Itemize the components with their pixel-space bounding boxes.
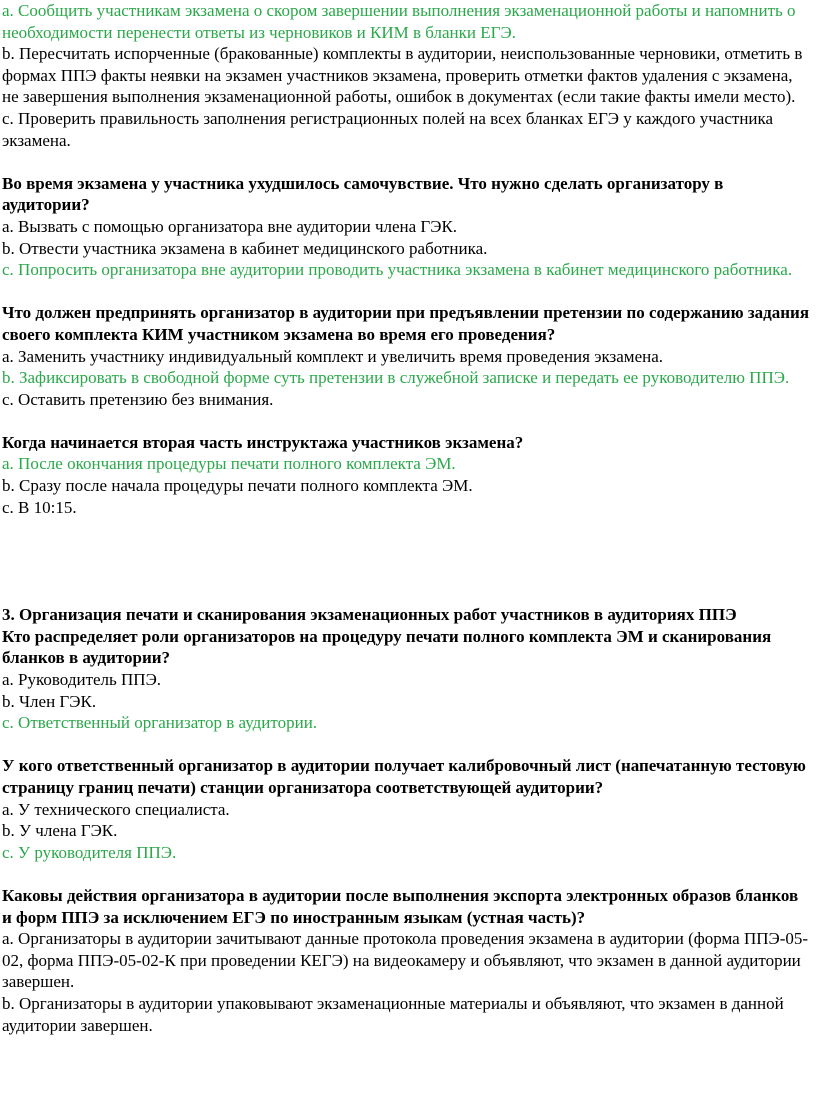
question-4: Кто распределяет роли организаторов на процедуру печати полного комплекта ЭМ и сканирования бланков в аудитории? xyxy=(2,626,772,668)
q4-option-a: a. Руководитель ППЭ. xyxy=(2,670,162,690)
q4-option-c-correct: c. Ответственный организатор в аудитории. xyxy=(2,713,318,733)
q6-option-a: a. Организаторы в аудитории зачитывают данные протокола проведения экзамена в аудитории (форма ППЭ-05-02, форма ППЭ-05-02-К при проведении КЕГЭ) на видеокамеру и объявляют, что экзамен в данной аудитории завершен. xyxy=(2,929,809,992)
spacer xyxy=(2,863,810,885)
spacer xyxy=(2,734,810,756)
question-1: Во время экзамена у участника ухудшилось самочувствие. Что нужно сделать организатору в аудитории? xyxy=(2,173,724,215)
section-title: 3. Организация печати и сканирования экзаменационных работ участников в аудиториях ППЭ xyxy=(2,605,737,625)
q5-option-a: a. У технического специалиста. xyxy=(2,799,230,819)
q2-option-b-correct: b. Зафиксировать в свободной форме суть претензии в служебной записке и передать ее руководителю ППЭ. xyxy=(2,368,790,388)
spacer xyxy=(2,410,810,432)
section-spacer xyxy=(2,518,810,604)
spacer xyxy=(2,151,810,173)
question-6: Каковы действия организатора в аудитории после выполнения экспорта электронных образов бланков и форм ППЭ за исключением ЕГЭ по иностранным языкам (устная часть)? xyxy=(2,885,799,927)
q3-option-a-correct: a. После окончания процедуры печати полного комплекта ЭМ. xyxy=(2,454,456,474)
spacer xyxy=(2,281,810,303)
q2-option-c: c. Оставить претензию без внимания. xyxy=(2,389,274,409)
question-2: Что должен предпринять организатор в аудитории при предъявлении претензии по содержанию задания своего комплекта КИМ участником экзамена во время его проведения? xyxy=(2,303,810,344)
top-option-b: b. Пересчитать испорченные (бракованные) комплекты в аудитории, неиспользованные черновики, отметить в формах ППЭ факты неявки на экзамен участников экзамена, проверить отметки фактов удаления с экзамена, не завершения выполнения экзаменационной работы, ошибок в документах (если такие факты имели место). xyxy=(2,44,803,107)
q5-option-c-correct: c. У руководителя ППЭ. xyxy=(2,842,177,862)
q3-option-c: c. В 10:15. xyxy=(2,497,77,517)
question-5: У кого ответственный организатор в аудитории получает калибровочный лист (напечатанную тестовую страницу границ печати) станции организатора соответствующей аудитории? xyxy=(2,756,806,797)
question-3: Когда начинается вторая часть инструктажа участников экзамена? xyxy=(2,432,524,452)
q1-option-b: b. Отвести участника экзамена в кабинет медицинского работника. xyxy=(2,238,488,258)
q5-option-b: b. У члена ГЭК. xyxy=(2,821,118,841)
q4-option-b: b. Член ГЭК. xyxy=(2,691,97,711)
top-option-a-correct: a. Сообщить участникам экзамена о скором завершении выполнения экзаменационной работы и напомнить о необходимости перенести ответы из черновиков и КИМ в бланки ЕГЭ. xyxy=(2,1,796,42)
q6-option-b: b. Организаторы в аудитории упаковывают экзаменационные материалы и объявляют, что экзамен в данной аудитории завершен. xyxy=(2,993,784,1035)
q2-option-a: a. Заменить участнику индивидуальный комплект и увеличить время проведения экзамена. xyxy=(2,346,664,366)
q3-option-b: b. Сразу после начала процедуры печати полного комплекта ЭМ. xyxy=(2,476,473,496)
top-option-c: c. Проверить правильность заполнения регистрационных полей на всех бланках ЕГЭ у каждого участника экзамена. xyxy=(2,108,774,150)
q1-option-c-correct: c. Попросить организатора вне аудитории проводить участника экзамена в кабинет медицинского работника. xyxy=(2,260,793,280)
q1-option-a: a. Вызвать с помощью организатора вне аудитории члена ГЭК. xyxy=(2,216,458,236)
